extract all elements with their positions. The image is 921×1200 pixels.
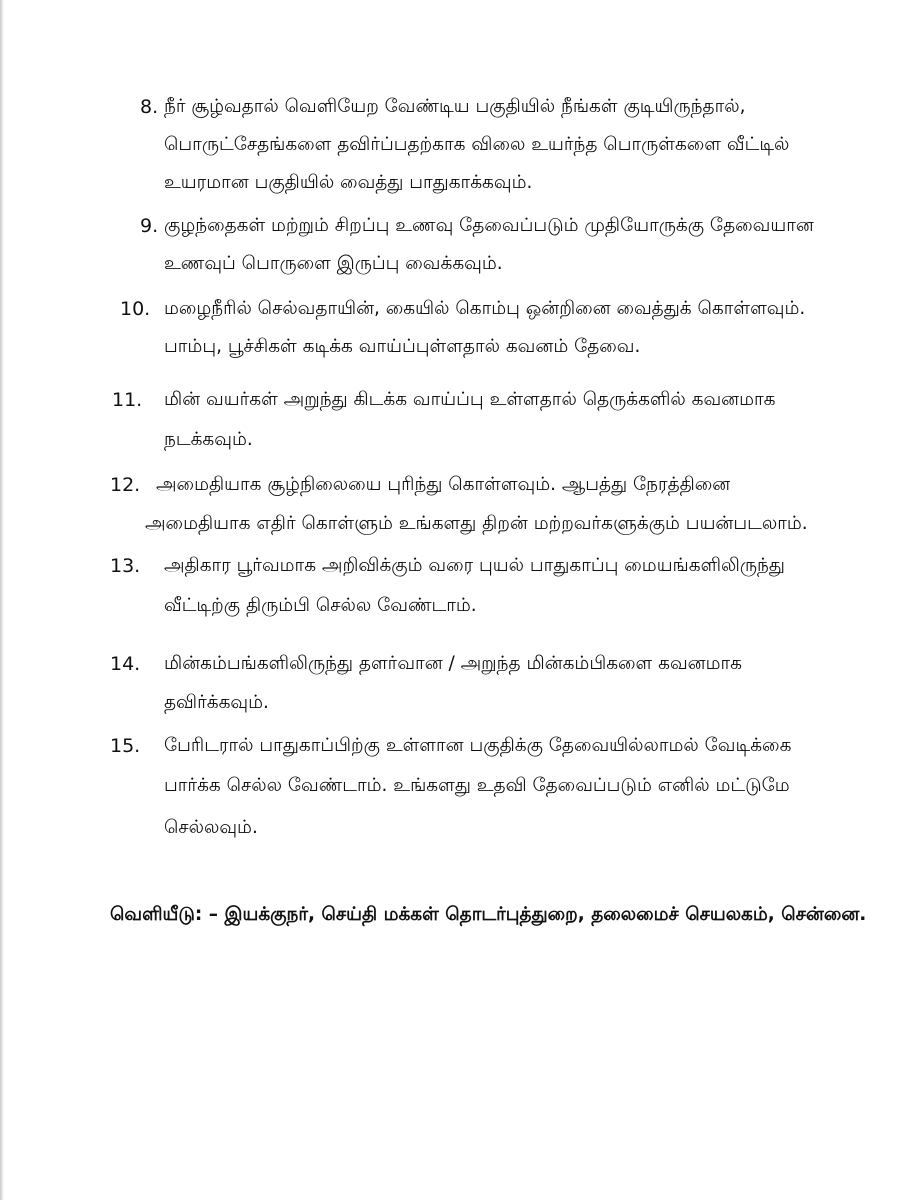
item-line: மின் வயர்கள் அறுந்து கிடக்க வாய்ப்பு உள்ளதால் தெருக்களில் கவனமாக xyxy=(164,389,776,410)
item-number: 14. xyxy=(110,653,141,675)
item-line: வீட்டிற்கு திரும்பி செல்ல வேண்டாம். xyxy=(164,595,477,616)
item-line: மழைநீரில் செல்வதாயின், கையில் கொம்பு ஒன்றினை வைத்துக் கொள்ளவும். xyxy=(164,298,806,319)
item-line: தவிர்க்கவும். xyxy=(164,692,269,713)
item-number: 10. xyxy=(120,298,151,320)
item-line: உணவுப் பொருளை இருப்பு வைக்கவும். xyxy=(164,253,503,274)
item-line: குழந்தைகள் மற்றும் சிறப்பு உணவு தேவைப்படும் முதியோருக்கு தேவையான xyxy=(164,215,814,236)
item-number: 12. xyxy=(110,474,141,496)
item-number: 15. xyxy=(110,735,141,757)
page-edge-shadow xyxy=(0,0,4,1200)
item-line: பொருட்சேதங்களை தவிர்ப்பதற்காக விலை உயர்ந்த பொருள்களை வீட்டில் xyxy=(164,134,790,155)
item-number: 8. xyxy=(140,96,159,118)
item-number: 11. xyxy=(112,389,143,411)
item-number: 9. xyxy=(140,215,159,237)
item-line: செல்லவும். xyxy=(164,817,258,838)
item-line: மின்கம்பங்களிலிருந்து தளர்வான / அறுந்த மின்கம்பிகளை கவனமாக xyxy=(164,653,742,674)
item-line: பார்க்க செல்ல வேண்டாம். உங்களது உதவி தேவைப்படும் எனில் மட்டுமே xyxy=(164,775,790,796)
publisher-footer: வெளியீடு: – இயக்குநர், செய்தி மக்கள் தொடர்புத்துறை, தலைமைச் செயலகம், சென்னை. xyxy=(110,904,867,925)
item-line: அமைதியாக எதிர் கொள்ளும் உங்களது திறன் மற்றவர்களுக்கும் பயன்படலாம். xyxy=(145,513,808,534)
item-line: நடக்கவும். xyxy=(164,429,253,450)
item-line: பேரிடரால் பாதுகாப்பிற்கு உள்ளான பகுதிக்கு தேவையில்லாமல் வேடிக்கை xyxy=(164,735,792,756)
item-line: அமைதியாக சூழ்நிலையை புரிந்து கொள்ளவும். ஆபத்து நேரத்தினை xyxy=(156,474,731,495)
item-line: உயரமான பகுதியில் வைத்து பாதுகாக்கவும். xyxy=(164,172,533,193)
item-line: அதிகார பூர்வமாக அறிவிக்கும் வரை புயல் பாதுகாப்பு மையங்களிலிருந்து xyxy=(164,555,785,576)
item-line xyxy=(164,88,819,126)
item-text: நீர் சூழ்வதால் வெளியேற வேண்டிய பகுதியில் நீங்கள் குடியிருந்தால், xyxy=(164,96,746,117)
item-line: பாம்பு, பூச்சிகள் கடிக்க வாய்ப்புள்ளதால் கவனம் தேவை. xyxy=(164,336,641,357)
item-number: 13. xyxy=(110,555,141,577)
